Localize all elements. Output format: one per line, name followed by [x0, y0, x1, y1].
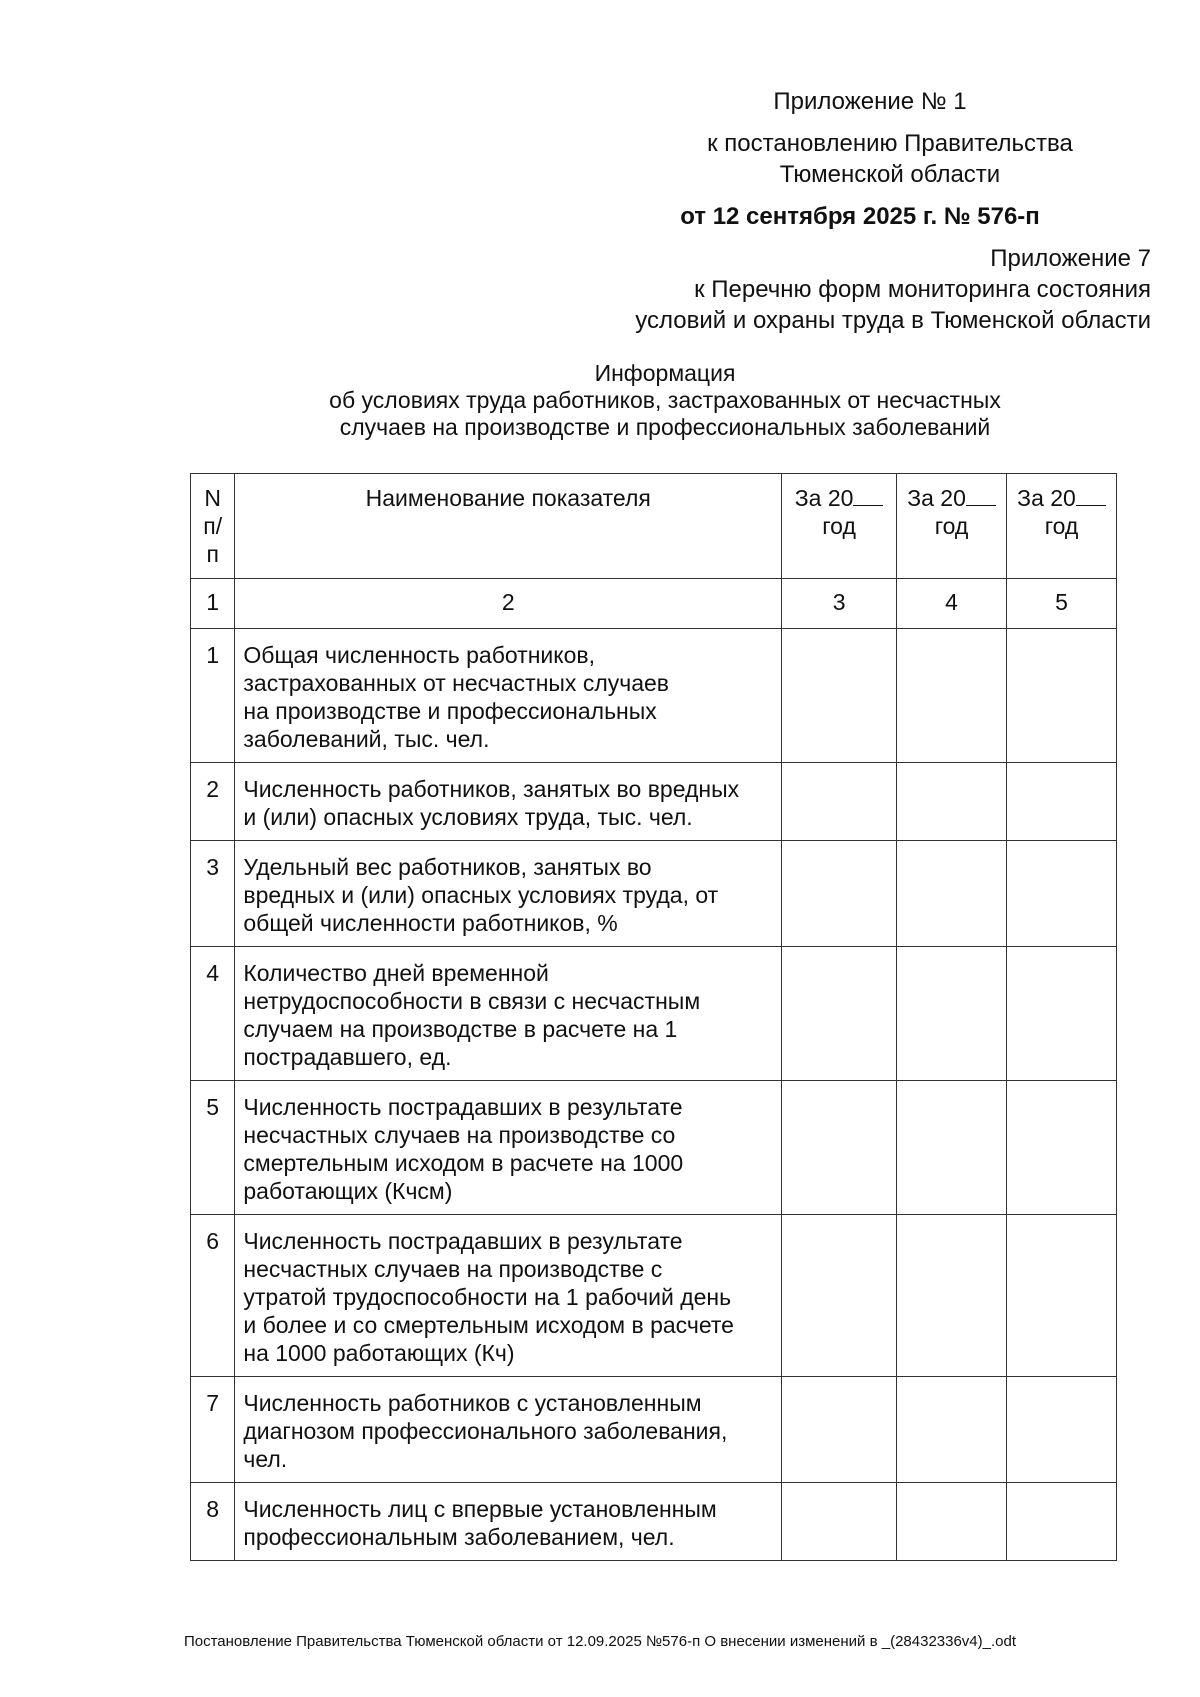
row-number-cell: 5 [191, 1081, 235, 1215]
indicator-name-cell [235, 1215, 782, 1377]
indicator-name-line: нетрудоспособности в связи с несчастным [243, 988, 701, 1014]
decree-reference-line2: Тюменской области [779, 161, 1001, 188]
row-number-cell: 4 [191, 947, 235, 1081]
year-value-cell [1007, 841, 1117, 947]
indicators-table [190, 473, 1117, 1561]
decree-reference [660, 128, 1120, 190]
header-year-cell [782, 474, 897, 579]
table-header-row [191, 474, 1117, 579]
indicator-name-line: пострадавшего, ед. [243, 1044, 452, 1070]
header-num-cell [191, 474, 235, 579]
year-value-cell [897, 763, 1007, 841]
header-year-cell [897, 474, 1007, 579]
year-value-cell [782, 1377, 897, 1483]
year-value-cell [897, 1377, 1007, 1483]
indicator-name-line: на 1000 работающих (Кч) [243, 1340, 515, 1366]
decree-date: от 12 сентября 2025 г. № 576-п [680, 203, 1040, 230]
title-line3: случаев на производстве и профессиональных заболеваний [339, 414, 991, 440]
year-value-cell [782, 629, 897, 763]
header-num-line2: п/ [203, 513, 223, 539]
appendix-7-block [500, 243, 1151, 336]
header-num-line1: N [204, 485, 221, 511]
title-line1: Информация [594, 360, 736, 386]
indicator-name-line: и (или) опасных условиях труда, тыс. чел. [243, 804, 693, 830]
indicator-name-line: Численность лиц с впервые установленным [243, 1496, 717, 1522]
indicator-name-line: Удельный вес работников, занятых во [243, 854, 652, 880]
indicator-name-line: Численность пострадавших в результате [243, 1094, 683, 1120]
indicator-name-line: заболеваний, тыс. чел. [243, 726, 490, 752]
header-year-line1: За 20 [897, 484, 1006, 512]
column-number-row [191, 579, 1117, 629]
year-value-cell [1007, 763, 1117, 841]
year-value-cell [782, 1215, 897, 1377]
indicator-name-cell [235, 763, 782, 841]
decree-reference-line1: к постановлению Правительства [707, 130, 1073, 157]
year-value-cell [782, 841, 897, 947]
column-number-cell: 2 [235, 579, 782, 629]
header-name-label: Наименование показателя [365, 485, 651, 511]
indicator-name-line: диагнозом профессионального заболевания, [243, 1418, 728, 1444]
indicator-name-line: чел. [243, 1446, 288, 1472]
year-value-cell [897, 1081, 1007, 1215]
row-number-cell: 8 [191, 1483, 235, 1561]
indicator-name-line: застрахованных от несчастных случаев [243, 670, 670, 696]
appendix-7-line3: условий и охраны труда в Тюменской области [635, 307, 1151, 334]
indicator-name-line: несчастных случаев на производстве со [243, 1122, 676, 1148]
indicator-name-cell [235, 841, 782, 947]
indicator-name-line: и более и со смертельным исходом в расчете [243, 1312, 734, 1338]
document-title [230, 360, 1100, 441]
year-value-cell [1007, 1215, 1117, 1377]
header-year-line1: За 20 [782, 484, 896, 512]
indicator-name-cell [235, 1483, 782, 1561]
title-line2: об условиях труда работников, застрахованных от несчастных [329, 387, 1001, 413]
table-row [191, 1483, 1117, 1561]
row-number-cell: 6 [191, 1215, 235, 1377]
table-row [191, 1081, 1117, 1215]
year-value-cell [897, 1483, 1007, 1561]
header-num-line3: п [206, 541, 219, 567]
indicator-name-line: Общая численность работников, [243, 642, 595, 668]
indicator-name-line: вредных и (или) опасных условиях труда, от [243, 882, 719, 908]
indicator-name-line: случаем на производстве в расчете на 1 [243, 1016, 678, 1042]
year-value-cell [1007, 1081, 1117, 1215]
document-footer: Постановление Правительства Тюменской области от 12.09.2025 №576-п О внесении изменений в _(28432336v4)_.odt [183, 1633, 1017, 1650]
year-value-cell [1007, 947, 1117, 1081]
column-number-cell: 5 [1007, 579, 1117, 629]
indicator-name-line: Численность работников, занятых во вредных [243, 776, 740, 802]
year-value-cell [782, 947, 897, 1081]
indicator-name-cell [235, 1081, 782, 1215]
year-value-cell [1007, 1483, 1117, 1561]
header-year-cell [1007, 474, 1117, 579]
row-number-cell: 1 [191, 629, 235, 763]
row-number-cell: 2 [191, 763, 235, 841]
indicator-name-cell [235, 629, 782, 763]
appendix-1-label: Приложение № 1 [773, 88, 967, 115]
year-value-cell [782, 1081, 897, 1215]
indicator-name-line: смертельным исходом в расчете на 1000 [243, 1150, 684, 1176]
indicator-name-line: утратой трудоспособности на 1 рабочий день [243, 1284, 732, 1310]
column-number-cell: 3 [782, 579, 897, 629]
indicator-name-line: несчастных случаев на производстве с [243, 1256, 663, 1282]
table-row [191, 1377, 1117, 1483]
header-year-line2: год [1044, 513, 1079, 539]
indicator-name-line: Количество дней временной [243, 960, 549, 986]
indicator-name-line: Численность работников с установленным [243, 1390, 702, 1416]
row-number-cell: 7 [191, 1377, 235, 1483]
indicator-name-line: профессиональным заболеванием, чел. [243, 1524, 675, 1550]
year-value-cell [1007, 629, 1117, 763]
header-year-line1: За 20 [1007, 484, 1116, 512]
indicator-name-cell [235, 947, 782, 1081]
table-row [191, 763, 1117, 841]
indicator-name-line: Численность пострадавших в результате [243, 1228, 683, 1254]
year-value-cell [897, 841, 1007, 947]
appendix-7-label: Приложение 7 [990, 245, 1151, 272]
year-value-cell [782, 1483, 897, 1561]
column-number-cell: 4 [897, 579, 1007, 629]
year-value-cell [1007, 1377, 1117, 1483]
table-row [191, 629, 1117, 763]
year-value-cell [782, 763, 897, 841]
header-name-cell [235, 474, 782, 579]
table-row [191, 947, 1117, 1081]
indicator-name-line: на производстве и профессиональных [243, 698, 657, 724]
appendix-7-line2: к Перечню форм мониторинга состояния [694, 276, 1151, 303]
year-value-cell [897, 1215, 1007, 1377]
header-year-line2: год [934, 513, 969, 539]
indicator-name-cell [235, 1377, 782, 1483]
header-year-line2: год [822, 513, 856, 539]
table-row [191, 841, 1117, 947]
year-value-cell [897, 947, 1007, 1081]
table-row [191, 1215, 1117, 1377]
indicator-name-line: общей численности работников, % [243, 910, 618, 936]
year-value-cell [897, 629, 1007, 763]
indicator-name-line: работающих (Кчсм) [243, 1178, 453, 1204]
row-number-cell: 3 [191, 841, 235, 947]
column-number-cell: 1 [191, 579, 235, 629]
